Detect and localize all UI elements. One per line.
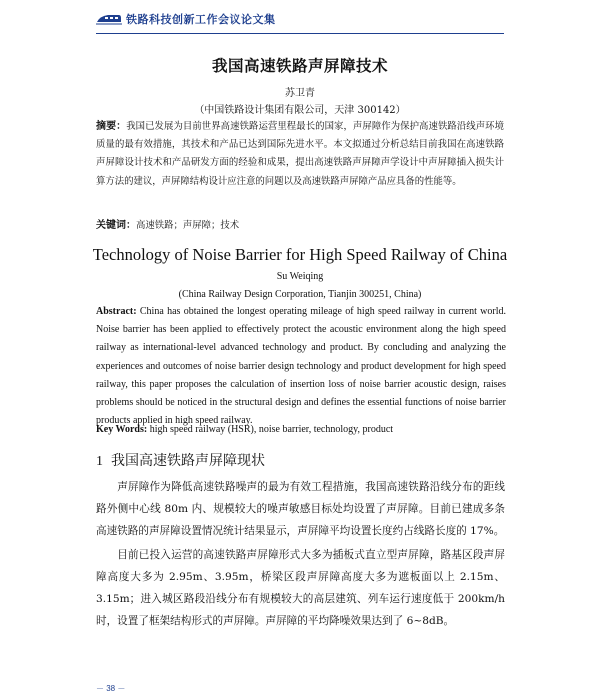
author-cn: 苏卫青 — [285, 88, 315, 99]
keywords-cn-text: 高速铁路；声屏障；技术 — [136, 220, 240, 231]
body-paragraph: 声屏障作为降低高速铁路噪声的最为有效工程措施，我国高速铁路沿线分布的距线路外侧中心线 80m 内、规模较大的噪声敏感目标处均设置了声屏障。目前已建成多条高速铁路的声屏障设置情况统计结果显示，声屏障平均设置长度约占线路长度的 17%。 — [96, 481, 505, 538]
abstract-cn — [96, 118, 504, 191]
abstract-en-text: China has obtained the longest operating mileage of high speed railway in current world. Noise barrier has been applied to effectively protect the acoustic environment along the high speed railway as international-level advanced technology and product. By concluding and analyzing the experiences and outcomes of noise barrier design technology and product development for high speed railway, this paper proposes the calculation of insertion loss of noise barrier acoustic design, raises problems should be noticed in the structural design and defines the essential functions of noise barrier products applied in high speed railway. — [96, 306, 506, 427]
paper-title-cn: 我国高速铁路声屏障技术 — [211, 57, 388, 75]
keywords-cn — [96, 216, 239, 231]
affiliation-en: (China Railway Design Corporation, Tianjin 300251, China) — [178, 289, 422, 300]
author-en: Su Weiqing — [276, 271, 324, 282]
section-heading — [96, 450, 265, 470]
section-number: 1 — [96, 454, 103, 469]
section-body — [96, 476, 505, 632]
journal-title: 铁路科技创新工作会议论文集 — [126, 13, 276, 26]
keywords-en — [96, 424, 393, 435]
abstract-cn-label: 摘要： — [96, 121, 127, 132]
abstract-en-label: Abstract: — [96, 306, 137, 317]
paper-title-en: Technology of Noise Barrier for High Speed Railway of China — [92, 245, 508, 264]
abstract-cn-text: 我国已发展为目前世界高速铁路运营里程最长的国家，声屏障作为保护高速铁路沿线声环境质量的最有效措施，其技术和产品已达到国际先进水平。本文拟通过分析总结目前我国在高速铁路声屏障设计技术和产品研发方面的经验和成果，提出高速铁路声屏障声学设计中声屏障插入损失计算方法的建议，声屏障结构设计应注意的问题以及高速铁路声屏障产品应具备的性能等。 — [96, 121, 504, 187]
train-logo-icon — [96, 12, 122, 26]
abstract-en — [96, 303, 506, 430]
running-header — [96, 8, 276, 30]
keywords-en-label: Key Words: — [96, 424, 148, 435]
section-title: 我国高速铁路声屏障现状 — [111, 453, 265, 469]
header-rule — [96, 33, 504, 34]
keywords-cn-label: 关键词： — [96, 220, 136, 231]
page-number: － 38 － — [96, 684, 126, 693]
body-paragraph: 目前已投入运营的高速铁路声屏障形式大多为插板式直立型声屏障，路基区段声屏障高度大多为 2.95m、3.95m，桥梁区段声屏障高度大多为遮板面以上 2.15m、3.15m；进入城区路段沿线分布有规模较大的高层建筑、列车运行速度低于 200km/h 时，设置了框架结构形式的声屏障。声屏障的平均降噪效果达到了 6~8dB。 — [96, 548, 505, 628]
keywords-en-text: high speed railway (HSR), noise barrier, technology, product — [149, 424, 394, 435]
affiliation-cn: （中国铁路设计集团有限公司，天津 300142） — [194, 105, 406, 116]
